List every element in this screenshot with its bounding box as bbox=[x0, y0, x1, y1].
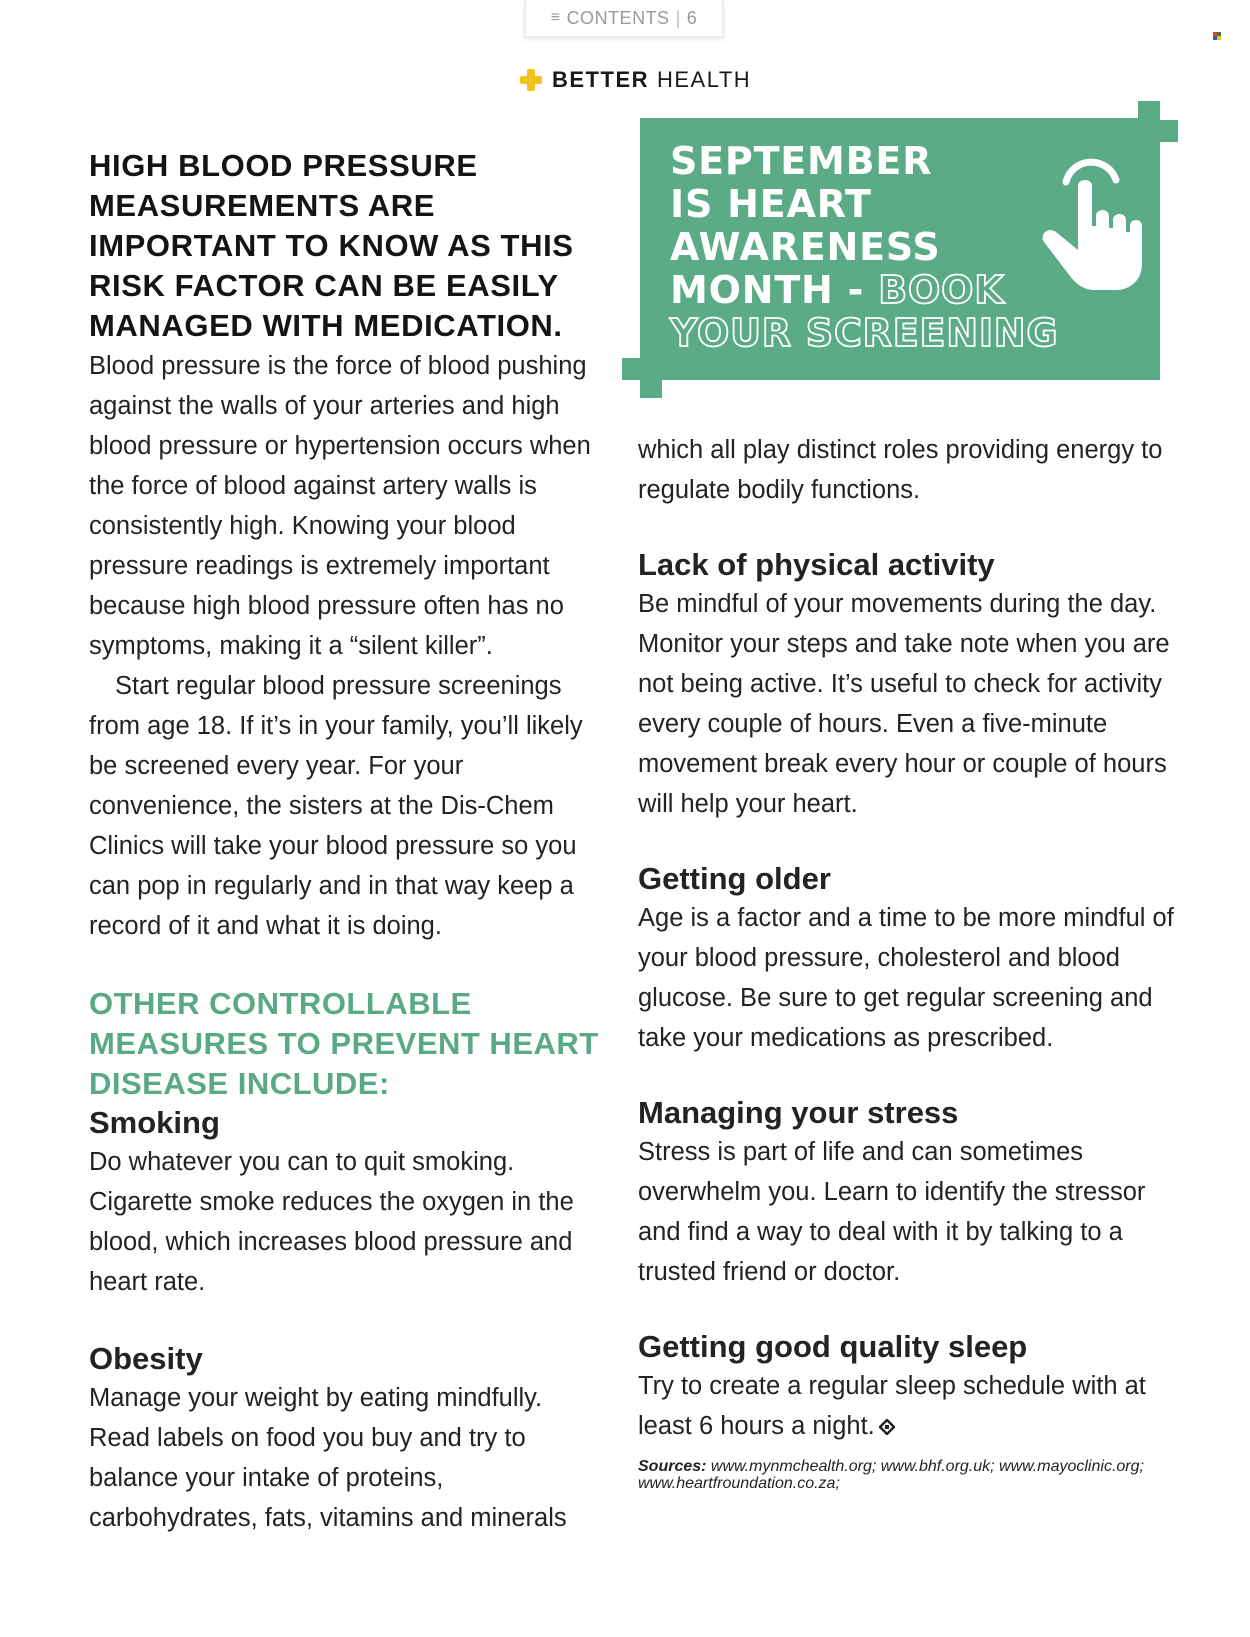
sources-label: Sources: bbox=[638, 1458, 707, 1475]
obesity-text-continued: which all play distinct roles providing energy to regulate bodily functions. bbox=[638, 436, 1163, 504]
stress-title: Managing your stress bbox=[638, 1095, 959, 1130]
activity-title: Lack of physical activity bbox=[638, 547, 995, 582]
section-header bbox=[520, 64, 780, 96]
sleep-paragraph bbox=[638, 1366, 1178, 1446]
spacer bbox=[638, 510, 1178, 546]
sleep-text: Try to create a regular sleep schedule with at least 6 hours a night. bbox=[638, 1372, 1146, 1440]
banner-line-2: IS HEART bbox=[670, 182, 872, 226]
banner-text bbox=[670, 140, 1070, 355]
obesity-text: Manage your weight by eating mindfully. Read labels on food you buy and try to balance your intake of proteins, carbohydrates, fats, vitamins and minerals bbox=[89, 1384, 567, 1532]
spacer bbox=[638, 824, 1178, 860]
obesity-title: Obesity bbox=[89, 1341, 203, 1376]
banner-line-1: SEPTEMBER bbox=[670, 139, 933, 183]
page-number: 6 bbox=[686, 7, 698, 28]
sleep-title: Getting good quality sleep bbox=[638, 1329, 1028, 1364]
spacer bbox=[89, 946, 609, 984]
stress-text: Stress is part of life and can sometimes overwhelm you. Learn to identify the stressor and find a way to deal with it by talking to a trusted friend or doctor. bbox=[638, 1138, 1146, 1286]
banner-line-5: YOUR SCREENING bbox=[670, 311, 1059, 355]
section-title-light: HEALTH bbox=[657, 67, 752, 92]
older-text: Age is a factor and a time to be more mindful of your blood pressure, cholesterol and blood glucose. Be sure to get regular screening and take your medications as prescribed. bbox=[638, 904, 1174, 1052]
smoking-text: Do whatever you can to quit smoking. Cigarette smoke reduces the oxygen in the blood, which increases blood pressure and heart rate. bbox=[89, 1148, 574, 1296]
banner-dash: - bbox=[833, 268, 879, 312]
intro-heading: HIGH BLOOD PRESSURE MEASUREMENTS ARE IMPORTANT TO KNOW AS THIS RISK FACTOR CAN BE EASILY MANAGED WITH MEDICATION. bbox=[89, 148, 574, 343]
end-mark-icon bbox=[879, 1419, 895, 1435]
measures-heading: OTHER CONTROLLABLE MEASURES TO PREVENT HEART DISEASE INCLUDE: bbox=[89, 986, 599, 1101]
corner-mark-icon bbox=[1213, 32, 1221, 40]
divider: | bbox=[675, 7, 681, 28]
spacer bbox=[638, 1292, 1178, 1328]
left-column bbox=[89, 146, 609, 1538]
older-title: Getting older bbox=[638, 861, 831, 896]
intro-paragraph-2: Start regular blood pressure screenings from age 18. If it’s in your family, you’ll likely be screened every year. For your convenience, the sisters at the Dis-Chem Clinics will take your blood pressure so you can pop in regularly and in that way keep a record of it and what it is doing. bbox=[89, 672, 583, 940]
plus-icon bbox=[520, 69, 542, 91]
sources-text: www.mynmchealth.org; www.bhf.org.uk; www.mayoclinic.org; www.heartfroundation.co.za; bbox=[638, 1458, 1144, 1492]
activity-text: Be mindful of your movements during the day. Monitor your steps and take note when you are not being active. It’s useful to check for activity every couple of hours. Even a five-minute movement break every hour or couple of hours will help your heart. bbox=[638, 590, 1170, 818]
section-title-bold: BETTER bbox=[552, 67, 649, 92]
contents-tab[interactable] bbox=[524, 0, 724, 38]
banner-book: BOOK bbox=[878, 268, 1005, 312]
banner-line-4 bbox=[670, 269, 1070, 312]
heart-awareness-banner bbox=[640, 118, 1160, 380]
sources bbox=[638, 1458, 1178, 1492]
banner-line-3: AWARENESS bbox=[670, 225, 941, 269]
spacer bbox=[89, 1302, 609, 1340]
banner-month: MONTH bbox=[670, 268, 834, 312]
spacer bbox=[638, 1058, 1178, 1094]
menu-icon: ≡ bbox=[550, 9, 561, 26]
intro-paragraph-1: Blood pressure is the force of blood pushing against the walls of your arteries and high blood pressure or hypertension occurs when the force of blood against artery walls is consistently high. Knowing your blood pressure readings is extremely important because high blood pressure often has no symptoms, making it a “silent killer”. bbox=[89, 352, 591, 660]
right-column bbox=[638, 430, 1178, 1492]
pointing-hand-icon bbox=[1030, 146, 1150, 296]
contents-label[interactable]: CONTENTS bbox=[566, 7, 670, 28]
smoking-title: Smoking bbox=[89, 1105, 220, 1140]
